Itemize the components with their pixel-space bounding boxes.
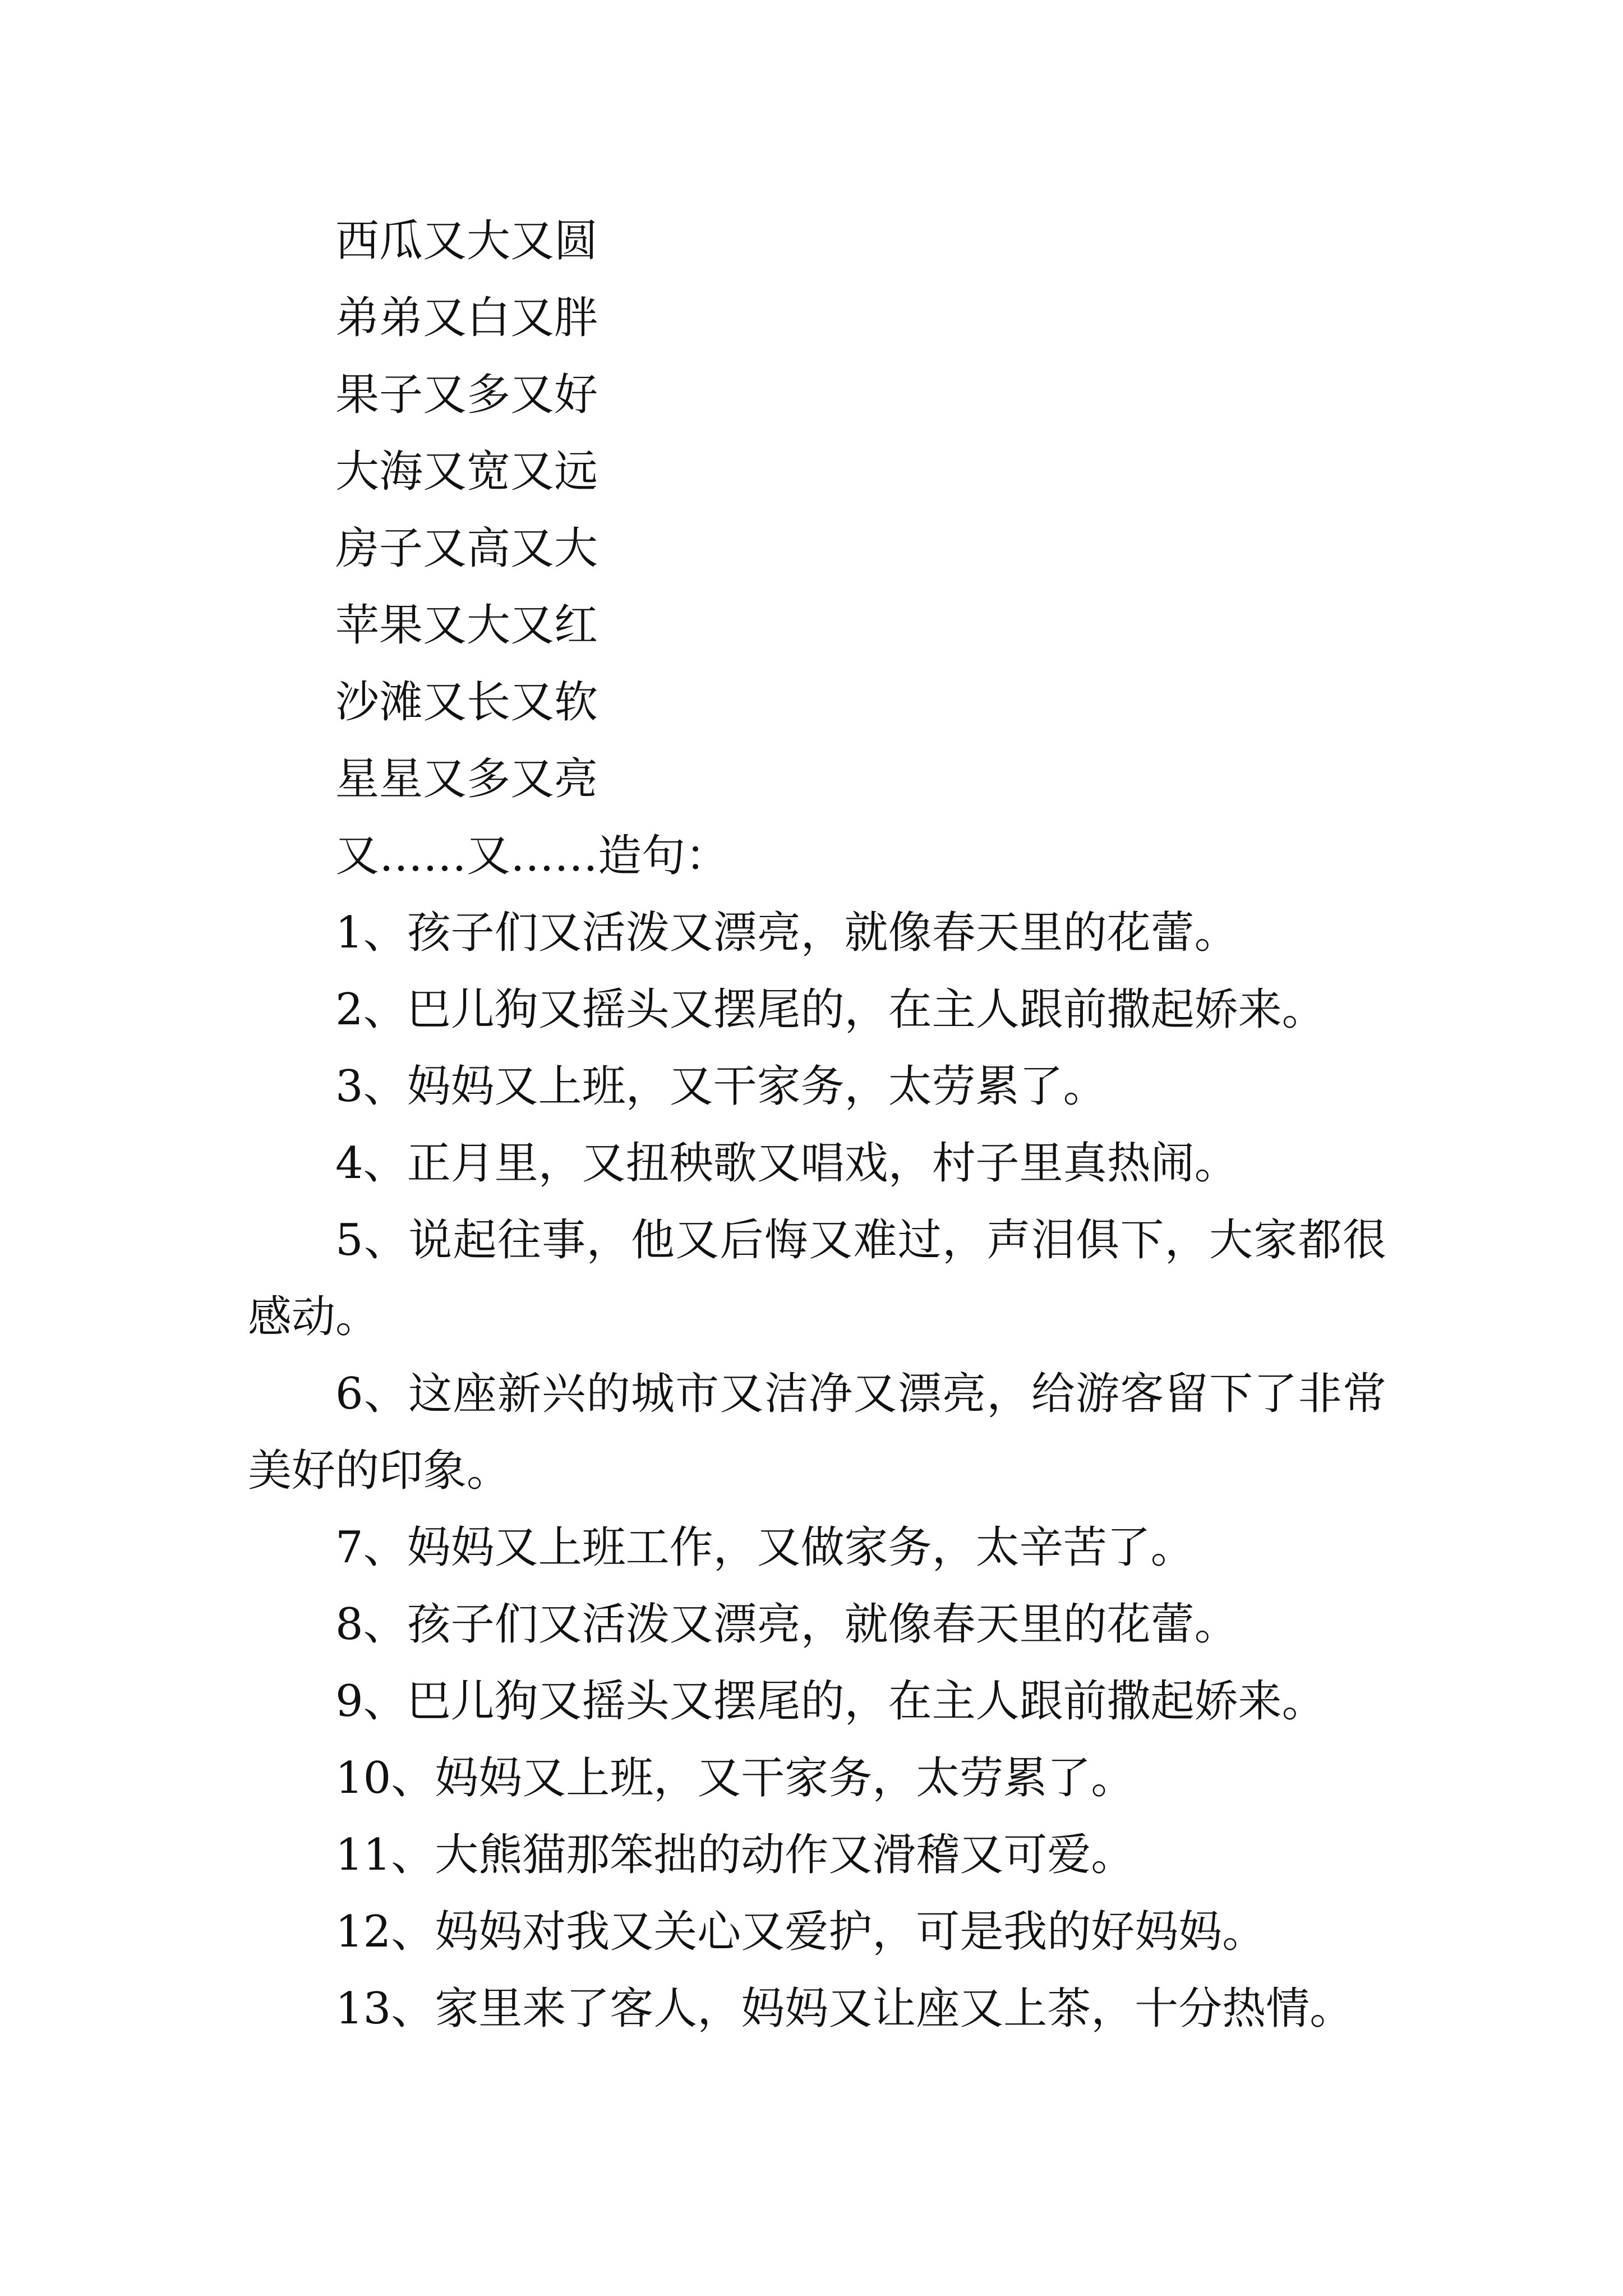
- document-body: [248, 203, 1386, 2047]
- phrase-line: 沙滩又长又软: [335, 677, 598, 728]
- section-heading: 又……又……造句：: [335, 831, 730, 881]
- sentence-item: 1、孩子们又活泼又漂亮，就像春天里的花蕾。: [335, 908, 1238, 958]
- sentence-item: 12、妈妈对我又关心又爱护，可是我的好妈妈。: [335, 1907, 1266, 1957]
- sentence-item: 3、妈妈又上班，又干家务，太劳累了。: [335, 1061, 1107, 1112]
- sentence-item: 6、这座新兴的城市又洁净又漂亮，给游客留下了非常美好的印象。: [248, 1369, 1386, 1496]
- phrase-line: 弟弟又白又胖: [335, 293, 598, 343]
- phrase-line: 果子又多又好: [335, 370, 598, 420]
- sentence-item: 7、妈妈又上班工作，又做家务，太辛苦了。: [335, 1522, 1195, 1573]
- phrase-line: 星星又多又亮: [335, 754, 598, 804]
- phrase-line: 苹果又大又红: [335, 600, 598, 651]
- sentence-item: 11、大熊猫那笨拙的动作又滑稽又可爱。: [335, 1830, 1135, 1880]
- sentence-item: 10、妈妈又上班，又干家务，太劳累了。: [335, 1753, 1135, 1803]
- sentence-item: 8、孩子们又活泼又漂亮，就像春天里的花蕾。: [335, 1599, 1238, 1650]
- phrase-line: 大海又宽又远: [335, 447, 598, 497]
- phrase-line: 西瓜又大又圆: [335, 216, 598, 266]
- sentence-item: 2、巴儿狗又摇头又摆尾的，在主人跟前撒起娇来。: [335, 984, 1326, 1035]
- sentence-item: 5、说起往事，他又后悔又难过，声泪俱下，大家都很感动。: [248, 1215, 1386, 1342]
- sentence-item: 4、正月里，又扭秧歌又唱戏，村子里真热闹。: [335, 1138, 1238, 1189]
- sentence-item: 13、家里来了客人，妈妈又让座又上茶，十分热情。: [335, 1984, 1354, 2034]
- phrase-line: 房子又高又大: [335, 523, 598, 574]
- sentence-item: 9、巴儿狗又摇头又摆尾的，在主人跟前撒起娇来。: [335, 1676, 1326, 1727]
